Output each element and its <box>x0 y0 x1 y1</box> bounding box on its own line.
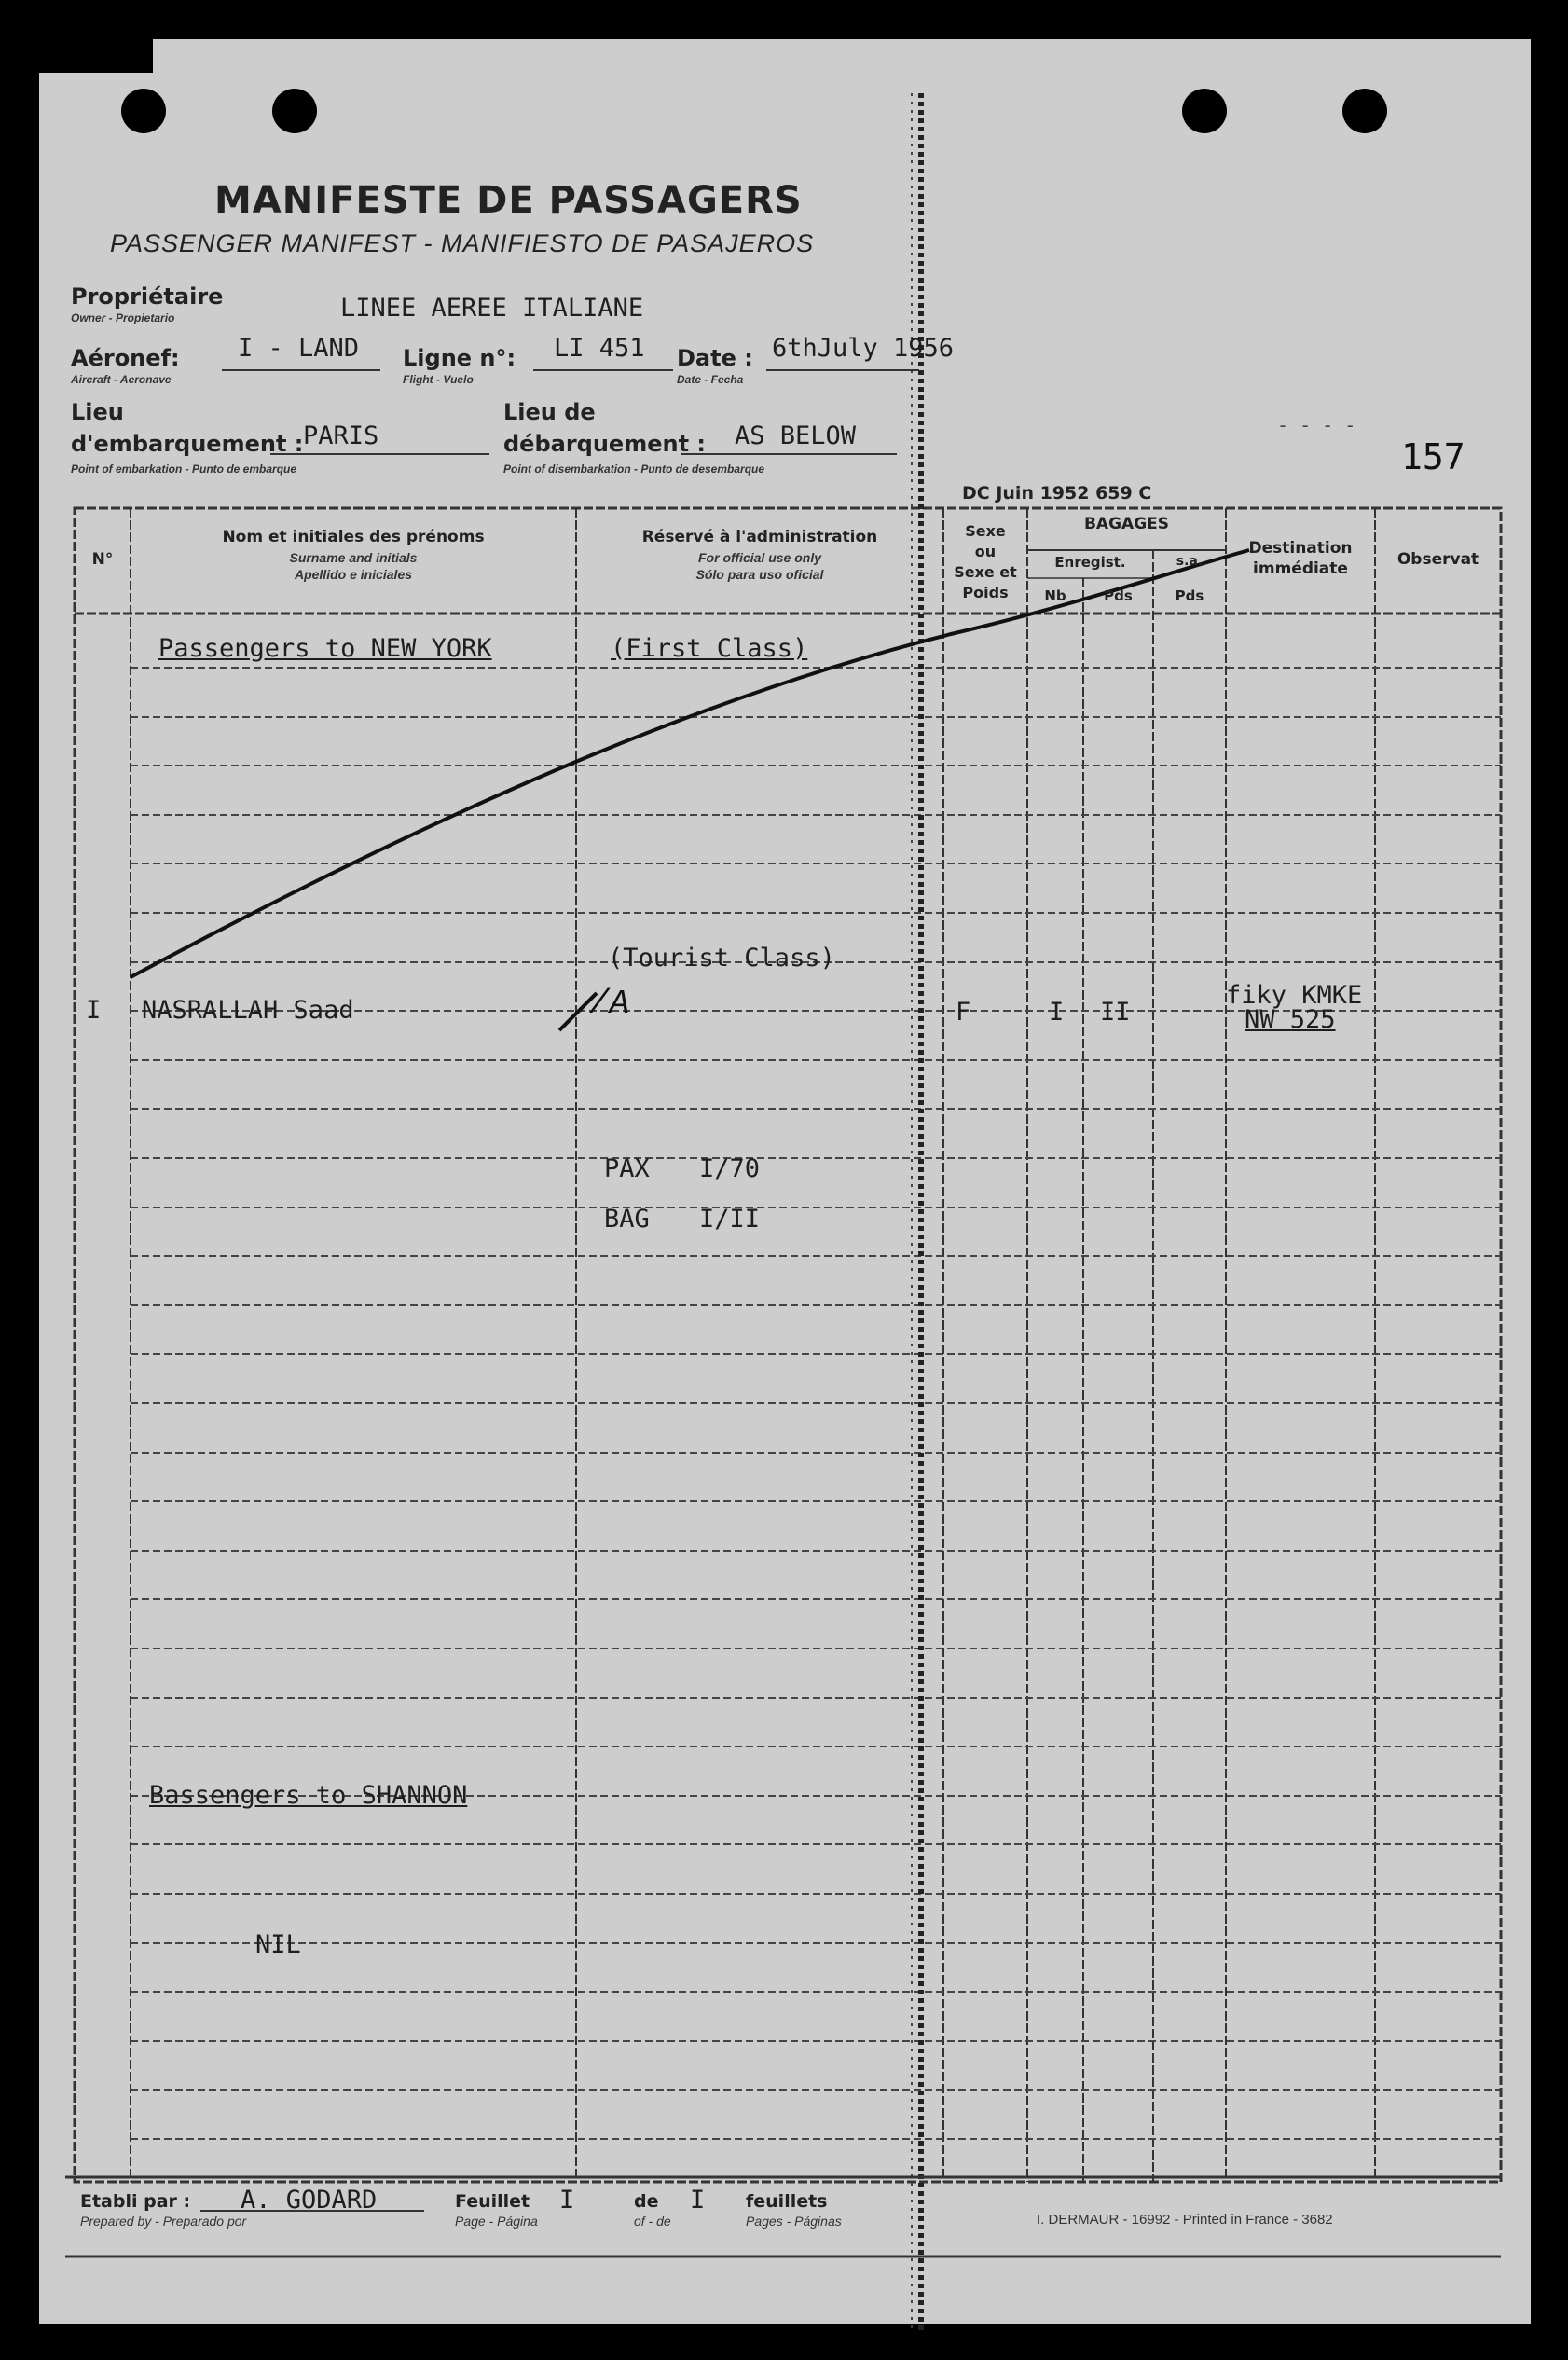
col-header-no: N° <box>91 550 114 569</box>
sheet-sublabel: Page - Página <box>455 2214 538 2229</box>
passenger-name: NASRALLAH Saad <box>142 996 354 1025</box>
prepared-value: A. GODARD <box>241 2186 378 2215</box>
passenger-sex: F <box>956 998 971 1027</box>
prepared-label: Etabli par : <box>80 2191 191 2212</box>
sheet-label: Feuillet <box>455 2191 530 2212</box>
form-title: MANIFESTE DE PASSAGERS <box>214 179 803 222</box>
aircraft-underline <box>222 369 380 371</box>
col-header-admin: Réservé à l'administration <box>641 528 878 546</box>
col-header-pds: Pds <box>1104 587 1133 604</box>
bag-label: BAG <box>604 1205 650 1234</box>
col-header-admin-sub1: For official use only <box>698 550 821 565</box>
section-shannon: Bassengers to SHANNON <box>149 1781 468 1810</box>
baggage-weight: II <box>1100 998 1131 1027</box>
tourist-class-label: (Tourist Class) <box>608 944 835 973</box>
bag-value: I/II <box>699 1205 761 1234</box>
col-header-registered: Enregist. <box>1054 554 1126 571</box>
date-label: Date : <box>677 345 753 371</box>
page-number: 157 <box>1401 436 1465 477</box>
first-class-label: (First Class) <box>611 634 808 663</box>
of-label: de <box>634 2191 659 2212</box>
pax-label: PAX <box>604 1154 650 1183</box>
disembark-sublabel: Point of disembarkation - Punto de desembarque <box>503 462 765 476</box>
col-header-sex-4: Poids <box>962 584 1009 601</box>
sheet-value: I <box>559 2186 575 2215</box>
prepared-underline <box>200 2210 424 2212</box>
pax-value: I/70 <box>699 1154 761 1183</box>
col-header-name-sub1: Surname and initials <box>289 550 418 565</box>
embark-sublabel: Point of embarkation - Punto de embarque <box>71 462 297 476</box>
flight-sublabel: Flight - Vuelo <box>403 373 474 386</box>
col-header-sex-3: Sexe et <box>954 563 1017 581</box>
disembark-label-2: débarquement : <box>503 431 707 457</box>
col-header-observations: Observat <box>1396 550 1479 569</box>
pages-sublabel: Pages - Páginas <box>746 2214 842 2229</box>
owner-value: LINEE AEREE ITALIANE <box>340 294 644 323</box>
embark-value: PARIS <box>303 421 379 450</box>
col-header-destination-1: Destination <box>1248 539 1353 558</box>
destination-line-2: NW 525 <box>1245 1005 1336 1034</box>
col-header-pds2: Pds <box>1175 587 1204 604</box>
flight-underline <box>533 369 673 371</box>
form-code: DC Juin 1952 659 C <box>962 483 1152 504</box>
col-header-sex-1: Sexe <box>965 522 1006 540</box>
col-header-nb: Nb <box>1044 587 1066 604</box>
flight-value: LI 451 <box>554 334 645 363</box>
disembark-value: AS BELOW <box>735 421 857 450</box>
date-underline <box>766 369 919 371</box>
owner-sublabel: Owner - Propietario <box>71 311 175 324</box>
of-sublabel: of - de <box>634 2214 671 2229</box>
col-header-baggage: BAGAGES <box>1083 515 1170 533</box>
aircraft-value: I - LAND <box>238 334 360 363</box>
col-header-name-sub2: Apellido e iniciales <box>294 567 413 582</box>
col-header-destination-2: immédiate <box>1253 559 1348 578</box>
pages-label: feuillets <box>746 2191 828 2212</box>
date-value: 6thJuly 1956 <box>772 334 955 363</box>
form-subtitle: PASSENGER MANIFEST - MANIFIESTO DE PASAJEROS <box>110 229 815 257</box>
disembark-label-1: Lieu de <box>503 399 596 425</box>
disembark-underline <box>681 453 897 455</box>
prepared-sublabel: Prepared by - Preparado por <box>80 2214 247 2229</box>
date-sublabel: Date - Fecha <box>677 373 744 386</box>
aircraft-label: Aéronef: <box>71 345 180 371</box>
destination-line-1: fiky KMKE <box>1226 981 1363 1010</box>
admin-mark: /A <box>589 985 630 1023</box>
embark-label-2: d'embarquement : <box>71 431 304 457</box>
col-header-name: Nom et initiales des prénoms <box>222 528 485 546</box>
of-value: I <box>690 2186 706 2215</box>
printer-imprint: I. DERMAUR - 16992 - Printed in France - 3682 <box>1037 2212 1333 2228</box>
embark-underline <box>270 453 489 455</box>
col-header-sa: s.a. <box>1176 554 1204 569</box>
margin-dashes: - - - - <box>1277 414 1356 436</box>
embark-label-1: Lieu <box>71 399 124 425</box>
col-header-admin-sub2: Sólo para uso oficial <box>695 567 824 582</box>
col-header-sex-2: ou <box>974 543 997 560</box>
baggage-count: I <box>1049 998 1065 1027</box>
aircraft-sublabel: Aircraft - Aeronave <box>71 373 172 386</box>
owner-label: Propriétaire <box>71 283 224 310</box>
flight-label: Ligne n°: <box>403 345 516 371</box>
section-new-york: Passengers to NEW YORK <box>158 634 492 663</box>
row-number: I <box>86 996 102 1025</box>
nil-label: NIL <box>255 1930 301 1959</box>
